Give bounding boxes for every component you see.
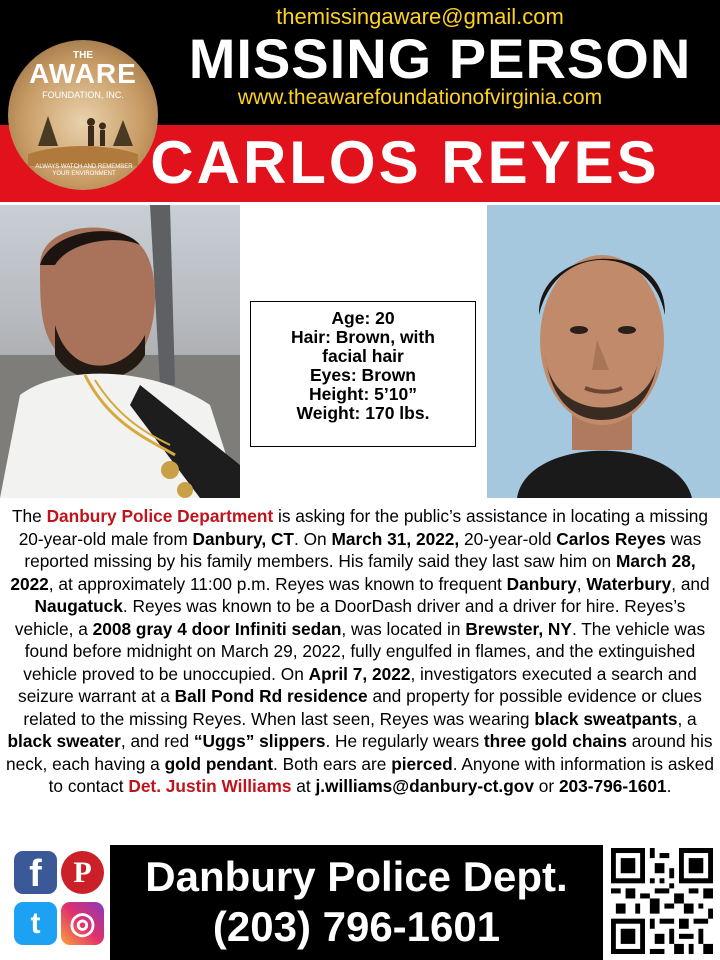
contact-email[interactable]: themissingaware@gmail.com	[276, 4, 564, 29]
warrant-date: April 7, 2022	[308, 663, 411, 684]
logo-text-foundation: FOUNDATION, INC.	[42, 90, 124, 100]
body-text: and property for possible evidence or clues related to the missing Reyes. When last seen, Reyes was wearing	[23, 686, 702, 729]
photo-selfie	[0, 205, 240, 498]
detail-hair: Hair: Brown, with	[291, 327, 435, 347]
physical-description-box	[250, 301, 476, 447]
person-selfie-illustration	[0, 205, 240, 498]
place-naugatuck: Naugatuck	[34, 596, 123, 616]
clothing-pants: black sweatpants	[534, 708, 678, 729]
photo-id-portrait	[487, 205, 720, 498]
instagram-glyph: ◎	[69, 907, 96, 940]
detective-phone[interactable]: 203-796-1601	[558, 776, 667, 796]
body-text: around his neck, each having a	[6, 731, 713, 774]
body-text: , a	[677, 708, 697, 729]
vehicle-location: Brewster, NY	[465, 618, 572, 639]
body-text: is asking for the public’s assistance in locating a missing 20-year-old male from	[18, 506, 709, 549]
detail-hair-cont: facial hair	[322, 346, 404, 366]
agency-name: Danbury Police Department	[46, 506, 274, 526]
footer-phone[interactable]: (203) 796-1601	[212, 903, 501, 950]
body-text: , was located in	[341, 618, 466, 639]
detail-age: Age: 20	[331, 308, 395, 328]
person-name-inline: Carlos Reyes	[556, 528, 666, 549]
place-waterbury: Waterbury	[586, 573, 672, 594]
place-danbury: Danbury	[506, 573, 577, 594]
body-text: .	[666, 776, 672, 796]
body-text: ,	[576, 573, 587, 594]
page-title: MISSING PERSON	[188, 27, 692, 90]
facebook-glyph: f	[29, 853, 42, 895]
body-text: , at approximately 11:00 p.m. Reyes was known to frequent	[48, 573, 507, 594]
footer-department: Danbury Police Dept.	[145, 853, 568, 900]
qr-code-graphic	[611, 848, 713, 954]
body-text: . On	[293, 528, 332, 549]
body-text: , and red	[120, 731, 194, 751]
twitter-glyph: t	[30, 907, 41, 940]
clothing-sweater: black sweater	[7, 731, 121, 751]
detail-weight: Weight: 170 lbs.	[296, 403, 430, 423]
report-date: March 31, 2022,	[331, 528, 460, 549]
clothing-uggs: “Uggs”	[193, 731, 255, 751]
body-text: . The vehicle was found before midnight on March 29, 2022, fully engulfed in flames, and the extinguished vehicle proved to be unoccupied. On	[23, 618, 706, 684]
jewelry-chains: three gold chains	[483, 731, 627, 751]
logo-tagline: ALWAYS WATCH AND REMEMBER YOUR ENVIRONMENT	[35, 164, 133, 178]
jewelry-pendant: gold pendant	[164, 753, 274, 774]
case-description	[6, 505, 714, 798]
vehicle-description: 2008 gray 4 door Infiniti sedan	[92, 618, 342, 639]
detective-name: Det. Justin Williams	[128, 776, 292, 796]
body-text: The	[11, 506, 47, 526]
facebook-icon[interactable]	[14, 851, 57, 894]
body-text: . Both ears are	[273, 753, 392, 774]
body-text: . Anyone with information is asked to contact	[48, 753, 714, 796]
body-text: or	[533, 776, 559, 796]
qr-code-icon[interactable]	[611, 848, 713, 954]
detail-height: Height: 5’10”	[309, 384, 417, 404]
clothing-slippers: slippers	[259, 731, 326, 751]
person-name: CARLOS REYES	[150, 129, 660, 196]
logo-text-the: THE	[73, 50, 93, 61]
aware-foundation-logo	[8, 40, 158, 190]
body-text: . He regularly wears	[325, 731, 484, 751]
body-text: , investigators executed a search and seizure warrant at a	[18, 663, 697, 706]
body-text: , and	[671, 573, 710, 594]
logo-scene-icon	[28, 106, 138, 166]
body-text: 20-year-old	[459, 528, 557, 549]
website-link[interactable]: www.theawarefoundationofvirginia.com	[237, 86, 603, 109]
twitter-icon[interactable]	[14, 902, 57, 945]
body-text: . Reyes was known to be a DoorDash driver and a driver for hire. Reyes’s vehicle, a	[14, 596, 686, 639]
body-text: was reported missing by his family members. His family said they last saw him on	[24, 528, 702, 571]
logo-text-aware: AWARE	[29, 58, 137, 89]
hometown: Danbury, CT	[192, 528, 294, 549]
detail-eyes: Eyes: Brown	[310, 365, 416, 385]
body-text: at	[291, 776, 316, 796]
ears-pierced: pierced	[391, 753, 453, 774]
last-seen-date: March 28, 2022	[10, 551, 696, 594]
pinterest-icon[interactable]	[61, 851, 104, 894]
pinterest-glyph: P	[73, 856, 92, 889]
detective-email[interactable]: j.williams@danbury-ct.gov	[315, 776, 534, 796]
search-location: Ball Pond Rd residence	[174, 686, 368, 706]
person-portrait-illustration	[487, 205, 720, 498]
instagram-icon[interactable]	[61, 902, 104, 945]
